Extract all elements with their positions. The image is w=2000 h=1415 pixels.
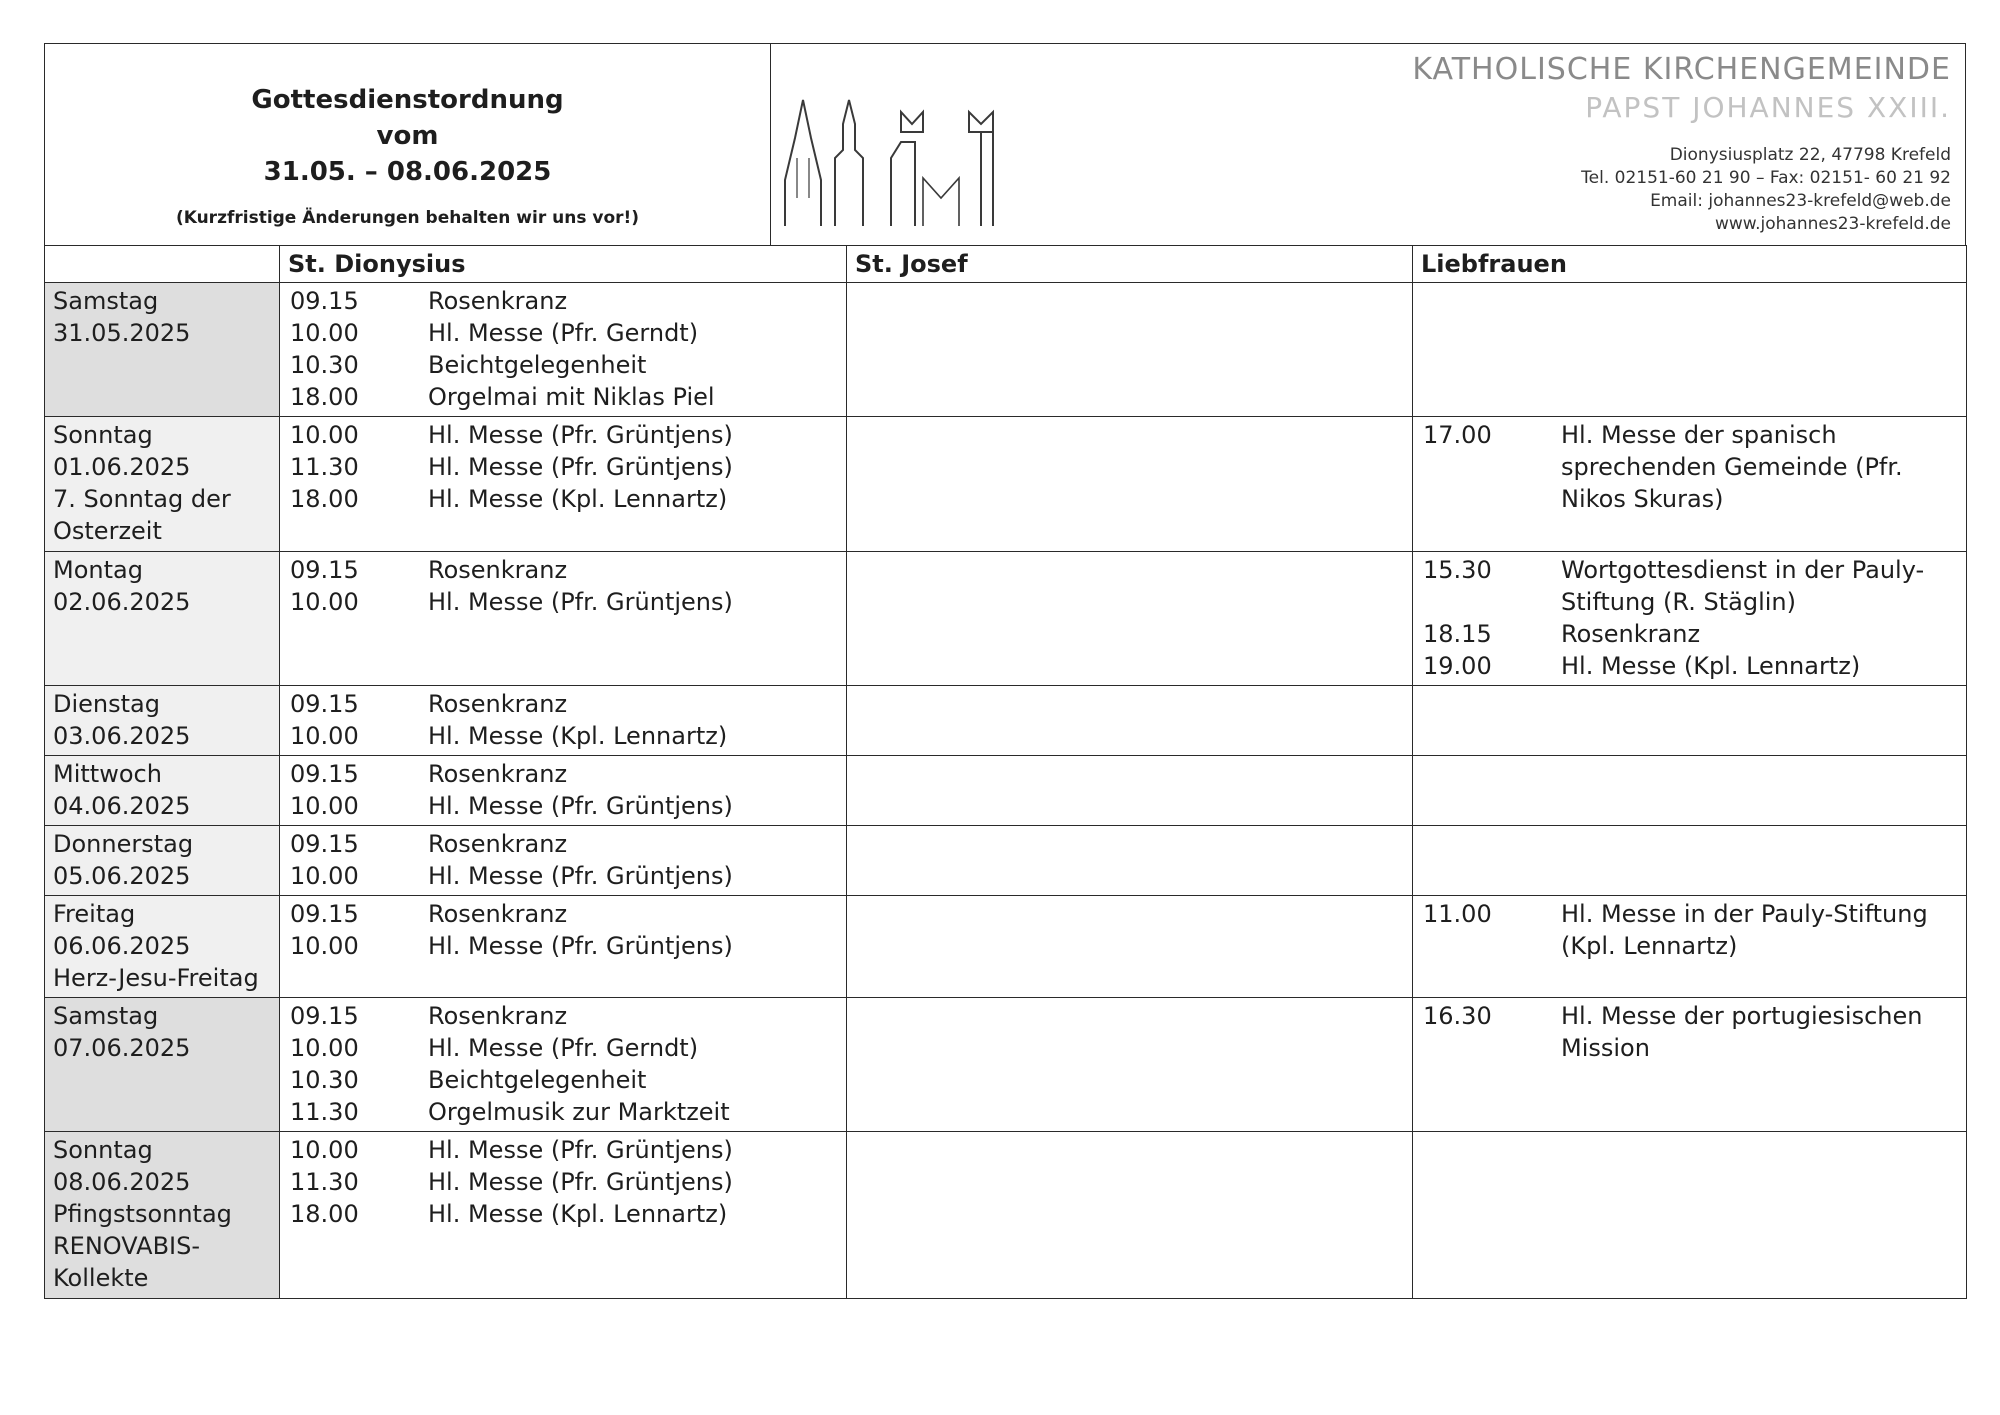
service-time: 10.00	[290, 792, 359, 820]
service-time: 10.00	[290, 421, 359, 449]
day-line: Kollekte	[53, 1264, 149, 1292]
address: Dionysiusplatz 22, 47798 Krefeld	[1669, 145, 1951, 165]
day-line: 02.06.2025	[53, 588, 191, 616]
service-description: Hl. Messe (Pfr. Grüntjens)	[428, 421, 733, 449]
cell-dionysius	[280, 896, 847, 998]
service-time: 18.00	[290, 1200, 359, 1228]
org-block	[1412, 52, 1951, 236]
service-description: Wortgottesdienst in der Pauly-Stiftung (R. Stäglin)	[1561, 556, 1925, 616]
service-description: Hl. Messe (Kpl. Lennartz)	[428, 722, 728, 750]
service-description: Beichtgelegenheit	[428, 1066, 647, 1094]
service-description: Rosenkranz	[428, 900, 568, 928]
service-time: 09.15	[290, 760, 359, 788]
service-entry	[1423, 898, 1966, 962]
day-line: 07.06.2025	[53, 1034, 191, 1062]
column-header-dionysius: St. Dionysius	[280, 246, 847, 283]
cell-liebfrauen	[1413, 998, 1967, 1132]
service-description: Hl. Messe (Pfr. Grüntjens)	[428, 453, 733, 481]
service-entry	[290, 1064, 846, 1096]
service-time: 10.30	[290, 351, 359, 379]
day-cell	[45, 1132, 280, 1299]
service-time: 15.30	[1423, 556, 1492, 584]
service-description: Hl. Messe (Kpl. Lennartz)	[428, 485, 728, 513]
table-row	[45, 1132, 1967, 1299]
service-entry	[290, 1000, 846, 1032]
service-description: Rosenkranz	[428, 287, 568, 315]
table-row	[45, 283, 1967, 417]
day-line: Mittwoch	[53, 760, 162, 788]
table-row	[45, 686, 1967, 756]
service-time: 19.00	[1423, 652, 1492, 680]
cell-dionysius	[280, 998, 847, 1132]
service-description: Rosenkranz	[428, 830, 568, 858]
day-line: 03.06.2025	[53, 722, 191, 750]
day-line: Osterzeit	[53, 517, 162, 545]
service-entry	[1423, 618, 1966, 650]
cell-liebfrauen	[1413, 552, 1967, 686]
day-line: RENOVABIS-	[53, 1232, 200, 1260]
service-time: 11.30	[290, 453, 359, 481]
table-row	[45, 896, 1967, 998]
contact-block	[1412, 144, 1951, 236]
day-line: Samstag	[53, 1002, 159, 1030]
day-line: 7. Sonntag der	[53, 485, 231, 513]
cell-liebfrauen	[1413, 283, 1967, 417]
title-line-3: 31.05. – 08.06.2025	[263, 157, 552, 187]
service-entry	[290, 720, 846, 752]
day-line: Dienstag	[53, 690, 160, 718]
service-entry	[290, 1134, 846, 1166]
service-description: Rosenkranz	[428, 690, 568, 718]
column-header-josef: St. Josef	[847, 246, 1413, 283]
service-time: 11.00	[1423, 900, 1492, 928]
service-description: Hl. Messe (Pfr. Grüntjens)	[428, 1168, 733, 1196]
website: www.johannes23-krefeld.de	[1714, 214, 1951, 234]
service-time: 09.15	[290, 287, 359, 315]
cell-josef	[847, 1132, 1413, 1299]
day-line: Donnerstag	[53, 830, 194, 858]
service-time: 10.30	[290, 1066, 359, 1094]
service-entry	[290, 349, 846, 381]
cell-dionysius	[280, 417, 847, 552]
day-line: 01.06.2025	[53, 453, 191, 481]
service-time: 18.00	[290, 383, 359, 411]
header	[44, 43, 1966, 245]
cell-josef	[847, 552, 1413, 686]
church-skyline-icon	[783, 98, 1007, 228]
day-cell	[45, 552, 280, 686]
org-name: KATHOLISCHE KIRCHENGEMEINDE	[1412, 52, 1951, 87]
cell-dionysius	[280, 756, 847, 826]
service-entry	[1423, 419, 1966, 515]
schedule-table	[44, 245, 1967, 1299]
day-line: Herz-Jesu-Freitag	[53, 964, 259, 992]
service-entry	[1423, 554, 1966, 618]
cell-dionysius	[280, 826, 847, 896]
service-entry	[290, 1096, 846, 1128]
service-description: Hl. Messe (Kpl. Lennartz)	[428, 1200, 728, 1228]
org-parish: PAPST JOHANNES XXIII.	[1585, 91, 1951, 124]
cell-liebfrauen	[1413, 826, 1967, 896]
service-entry	[290, 285, 846, 317]
service-description: Hl. Messe (Pfr. Grüntjens)	[428, 792, 733, 820]
day-line: 06.06.2025	[53, 932, 191, 960]
phone: Tel. 02151-60 21 90 – Fax: 02151- 60 21 92	[1581, 168, 1951, 188]
service-entry	[290, 1198, 846, 1230]
day-cell	[45, 756, 280, 826]
day-cell	[45, 896, 280, 998]
cell-liebfrauen	[1413, 896, 1967, 998]
service-time: 09.15	[290, 690, 359, 718]
service-entry	[290, 860, 846, 892]
day-cell	[45, 417, 280, 552]
service-description: Hl. Messe (Pfr. Grüntjens)	[428, 862, 733, 890]
cell-josef	[847, 998, 1413, 1132]
service-description: Hl. Messe (Pfr. Gerndt)	[428, 319, 699, 347]
service-time: 10.00	[290, 1034, 359, 1062]
title-box	[45, 44, 771, 246]
day-line: 08.06.2025	[53, 1168, 191, 1196]
service-time: 18.00	[290, 485, 359, 513]
cell-josef	[847, 826, 1413, 896]
title-line-2: vom	[376, 121, 439, 151]
cell-dionysius	[280, 552, 847, 686]
service-entry	[290, 451, 846, 483]
day-cell	[45, 686, 280, 756]
service-time: 11.30	[290, 1168, 359, 1196]
cell-josef	[847, 686, 1413, 756]
service-time: 10.00	[290, 932, 359, 960]
service-time: 09.15	[290, 1002, 359, 1030]
service-description: Hl. Messe (Pfr. Gerndt)	[428, 1034, 699, 1062]
service-description: Hl. Messe der spanisch sprechenden Gemeinde (Pfr. Nikos Skuras)	[1561, 421, 1903, 513]
cell-liebfrauen	[1413, 1132, 1967, 1299]
service-entry	[290, 688, 846, 720]
day-line: Freitag	[53, 900, 136, 928]
day-cell	[45, 826, 280, 896]
day-line: 05.06.2025	[53, 862, 191, 890]
table-row	[45, 552, 1967, 686]
service-entry	[290, 898, 846, 930]
service-entry	[290, 828, 846, 860]
day-line: Sonntag	[53, 1136, 153, 1164]
day-column-header	[45, 246, 280, 283]
service-entry	[290, 1032, 846, 1064]
cell-dionysius	[280, 1132, 847, 1299]
cell-josef	[847, 417, 1413, 552]
service-time: 09.15	[290, 900, 359, 928]
schedule-sheet	[44, 43, 1968, 1303]
table-row	[45, 998, 1967, 1132]
change-note: (Kurzfristige Änderungen behalten wir uns vor!)	[175, 208, 640, 228]
service-time: 11.30	[290, 1098, 359, 1126]
service-time: 10.00	[290, 588, 359, 616]
service-entry	[290, 381, 846, 413]
service-entry	[290, 586, 846, 618]
day-line: Montag	[53, 556, 143, 584]
cell-liebfrauen	[1413, 756, 1967, 826]
day-line: 04.06.2025	[53, 792, 191, 820]
email: Email: johannes23-krefeld@web.de	[1650, 191, 1951, 211]
service-description: Rosenkranz	[428, 556, 568, 584]
day-cell	[45, 283, 280, 417]
service-description: Rosenkranz	[428, 760, 568, 788]
service-time: 10.00	[290, 862, 359, 890]
table-row	[45, 756, 1967, 826]
cell-josef	[847, 896, 1413, 998]
table-row	[45, 826, 1967, 896]
service-time: 10.00	[290, 319, 359, 347]
service-time: 10.00	[290, 1136, 359, 1164]
cell-dionysius	[280, 686, 847, 756]
service-time: 18.15	[1423, 620, 1492, 648]
service-description: Rosenkranz	[428, 1002, 568, 1030]
service-entry	[290, 930, 846, 962]
service-entry	[1423, 1000, 1966, 1064]
day-cell	[45, 998, 280, 1132]
day-line: Pfingstsonntag	[53, 1200, 232, 1228]
table-row	[45, 417, 1967, 552]
service-description: Rosenkranz	[1561, 620, 1701, 648]
cell-liebfrauen	[1413, 686, 1967, 756]
service-time: 10.00	[290, 722, 359, 750]
service-description: Orgelmai mit Niklas Piel	[428, 383, 715, 411]
service-time: 09.15	[290, 830, 359, 858]
service-time: 16.30	[1423, 1002, 1492, 1030]
day-line: Sonntag	[53, 421, 153, 449]
day-line: Samstag	[53, 287, 159, 315]
service-entry	[290, 554, 846, 586]
service-description: Hl. Messe in der Pauly-Stiftung (Kpl. Lennartz)	[1561, 900, 1928, 960]
cell-josef	[847, 283, 1413, 417]
service-entry	[290, 317, 846, 349]
service-description: Hl. Messe (Pfr. Grüntjens)	[428, 932, 733, 960]
service-entry	[290, 758, 846, 790]
cell-josef	[847, 756, 1413, 826]
service-entry	[290, 483, 846, 515]
service-entry	[1423, 650, 1966, 682]
cell-dionysius	[280, 283, 847, 417]
service-description: Orgelmusik zur Marktzeit	[428, 1098, 730, 1126]
title-line-1: Gottesdienstordnung	[251, 85, 564, 115]
service-time: 09.15	[290, 556, 359, 584]
day-line: 31.05.2025	[53, 319, 191, 347]
service-description: Hl. Messe der portugiesischen Mission	[1561, 1002, 1923, 1062]
service-entry	[290, 1166, 846, 1198]
column-header-row	[45, 246, 1967, 283]
cell-liebfrauen	[1413, 417, 1967, 552]
service-description: Hl. Messe (Kpl. Lennartz)	[1561, 652, 1861, 680]
service-description: Hl. Messe (Pfr. Grüntjens)	[428, 588, 733, 616]
column-header-liebfrauen: Liebfrauen	[1413, 246, 1967, 283]
service-entry	[290, 790, 846, 822]
service-description: Beichtgelegenheit	[428, 351, 647, 379]
service-time: 17.00	[1423, 421, 1492, 449]
service-entry	[290, 419, 846, 451]
service-description: Hl. Messe (Pfr. Grüntjens)	[428, 1136, 733, 1164]
